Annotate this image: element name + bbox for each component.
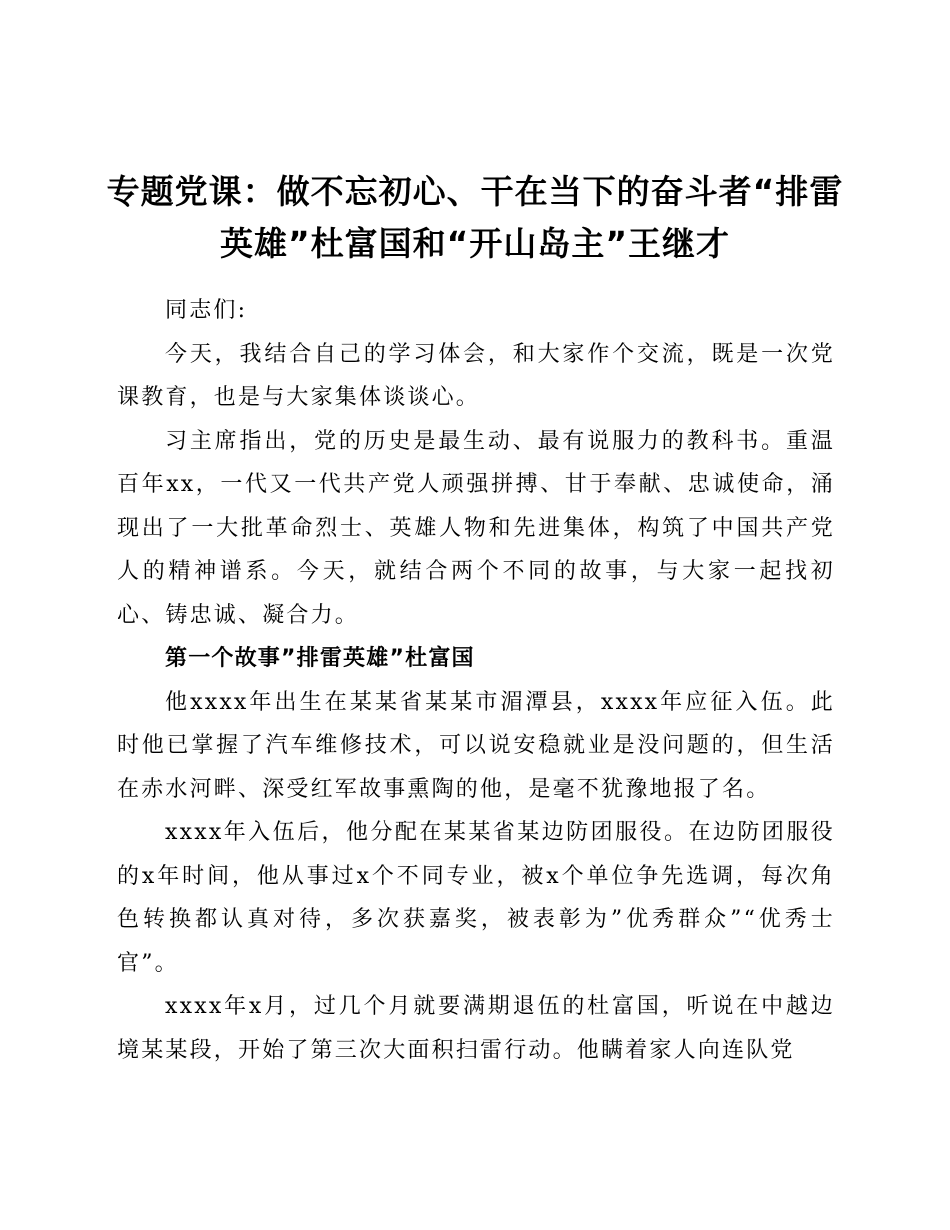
paragraph-story-demining: xxxx年x月，过几个月就要满期退伍的杜富国，听说在中越边境某某段，开始了第三次大面积扫雷行动。他瞒着家人向连队党	[117, 994, 835, 1063]
paragraph-story-birth: 他xxxx年出生在某某省某某市湄潭县，xxxx年应征入伍。此时他已掌握了汽车维修技术，可以说安稳就业是没问题的，但生活在赤水河畔、深受红军故事熏陶的他，是毫不犹豫地报了名。	[117, 689, 835, 802]
document-body	[117, 289, 835, 1072]
paragraph-history: 习主席指出，党的历史是最生动、最有说服力的教科书。重温百年xx，一代又一代共产党人顽强拼搏、甘于奉献、忠诚使命，涌现出了一大批革命烈士、英雄人物和先进集体，构筑了中国共产党人的精神谱系。今天，就结合两个不同的故事，与大家一起找初心、铸忠诚、凝合力。	[117, 428, 835, 628]
paragraph-story-service: xxxx年入伍后，他分配在某某省某边防团服役。在边防团服役的x年时间，他从事过x个不同专业，被x个单位争先选调，每次角色转换都认真对待，多次获嘉奖，被表彰为”优秀群众”“优秀士官”。	[117, 820, 835, 976]
paragraph-intro: 今天，我结合自己的学习体会，和大家作个交流，既是一次党课教育，也是与大家集体谈谈心。	[117, 341, 835, 410]
document-title: 专题党课：做不忘初心、干在当下的奋斗者“排雷英雄”杜富国和“开山岛主”王继才	[106, 172, 844, 263]
paragraph-greeting: 同志们:	[165, 298, 248, 323]
section-heading-first-story: 第一个故事”排雷英雄”杜富国	[165, 646, 475, 671]
